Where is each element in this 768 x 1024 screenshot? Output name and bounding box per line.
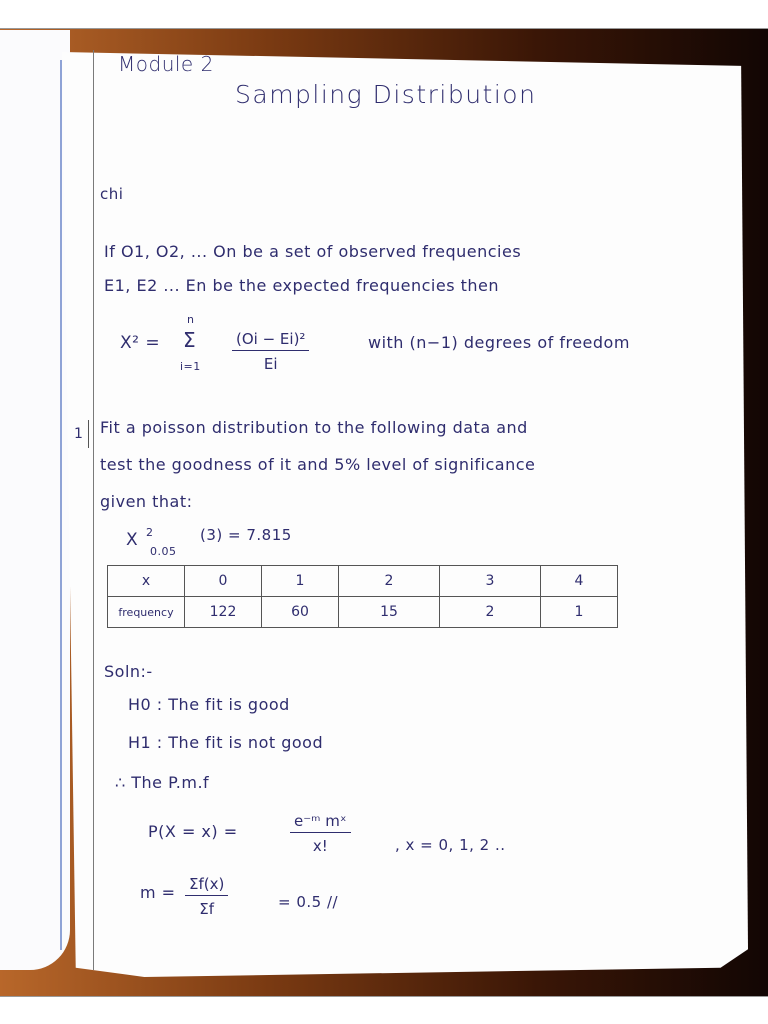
frequency-cell: 1 [541, 597, 618, 628]
chi-square-fraction [232, 330, 309, 373]
pmf-lhs: P(X = x) = [148, 822, 238, 841]
row-label-frequency: frequency [108, 597, 185, 628]
question-divider [88, 420, 89, 448]
table-row-x [108, 566, 618, 597]
question-line-2: test the goodness of it and 5% level of significance [100, 455, 536, 474]
frequency-table [107, 565, 618, 628]
critical-sub: 0.05 [150, 545, 177, 558]
question-line-3: given that: [100, 492, 193, 511]
pmf-intro: ∴ The P.m.f [115, 773, 210, 792]
x-cell: 4 [541, 566, 618, 597]
pmf-denominator: x! [312, 837, 328, 855]
x-cell: 0 [185, 566, 262, 597]
fraction-numerator: (Oi − Ei)² [232, 330, 309, 351]
mean-result: = 0.5 // [278, 893, 339, 911]
frequency-cell: 122 [185, 597, 262, 628]
page-title: Sampling Distribution [235, 80, 537, 109]
mean-numerator: Σf(x) [185, 875, 228, 896]
critical-symbol: X [126, 530, 139, 550]
section-label: chi [100, 185, 124, 203]
sum-upper-limit: n [187, 313, 195, 326]
question-number: 1 [74, 426, 84, 442]
row-label-x: x [108, 566, 185, 597]
solution-label: Soln:- [104, 662, 153, 681]
definition-line-2: E1, E2 ... En be the expected frequencies then [104, 276, 500, 295]
x-cell: 1 [262, 566, 339, 597]
frequency-cell: 15 [339, 597, 440, 628]
sigma-icon: Σ [183, 328, 197, 352]
margin-line [93, 50, 94, 970]
page-edge [60, 60, 62, 950]
pmf-fraction [290, 812, 351, 855]
fraction-denominator: Ei [263, 355, 278, 373]
null-hypothesis: H0 : The fit is good [128, 695, 290, 714]
mean-lhs: m = [140, 883, 176, 902]
alt-hypothesis: H1 : The fit is not good [128, 733, 324, 752]
degrees-of-freedom: with (n−1) degrees of freedom [368, 333, 630, 352]
question-line-1: Fit a poisson distribution to the following data and [100, 418, 528, 437]
chi-square-lhs: X² = [120, 333, 161, 353]
frequency-cell: 60 [262, 597, 339, 628]
mean-denominator: Σf [199, 900, 215, 918]
table-row-frequency [108, 597, 618, 628]
pmf-domain: , x = 0, 1, 2 .. [395, 836, 506, 854]
module-label: Module 2 [118, 52, 214, 76]
definition-line-1: If O1, O2, ... On be a set of observed frequencies [104, 242, 522, 261]
frequency-cell: 2 [440, 597, 541, 628]
pmf-numerator: e⁻ᵐ mˣ [290, 812, 351, 833]
critical-value: (3) = 7.815 [200, 526, 292, 544]
mean-fraction [185, 875, 228, 918]
x-cell: 2 [339, 566, 440, 597]
critical-sup: 2 [146, 526, 154, 539]
sum-lower-limit: i=1 [180, 360, 201, 373]
x-cell: 3 [440, 566, 541, 597]
